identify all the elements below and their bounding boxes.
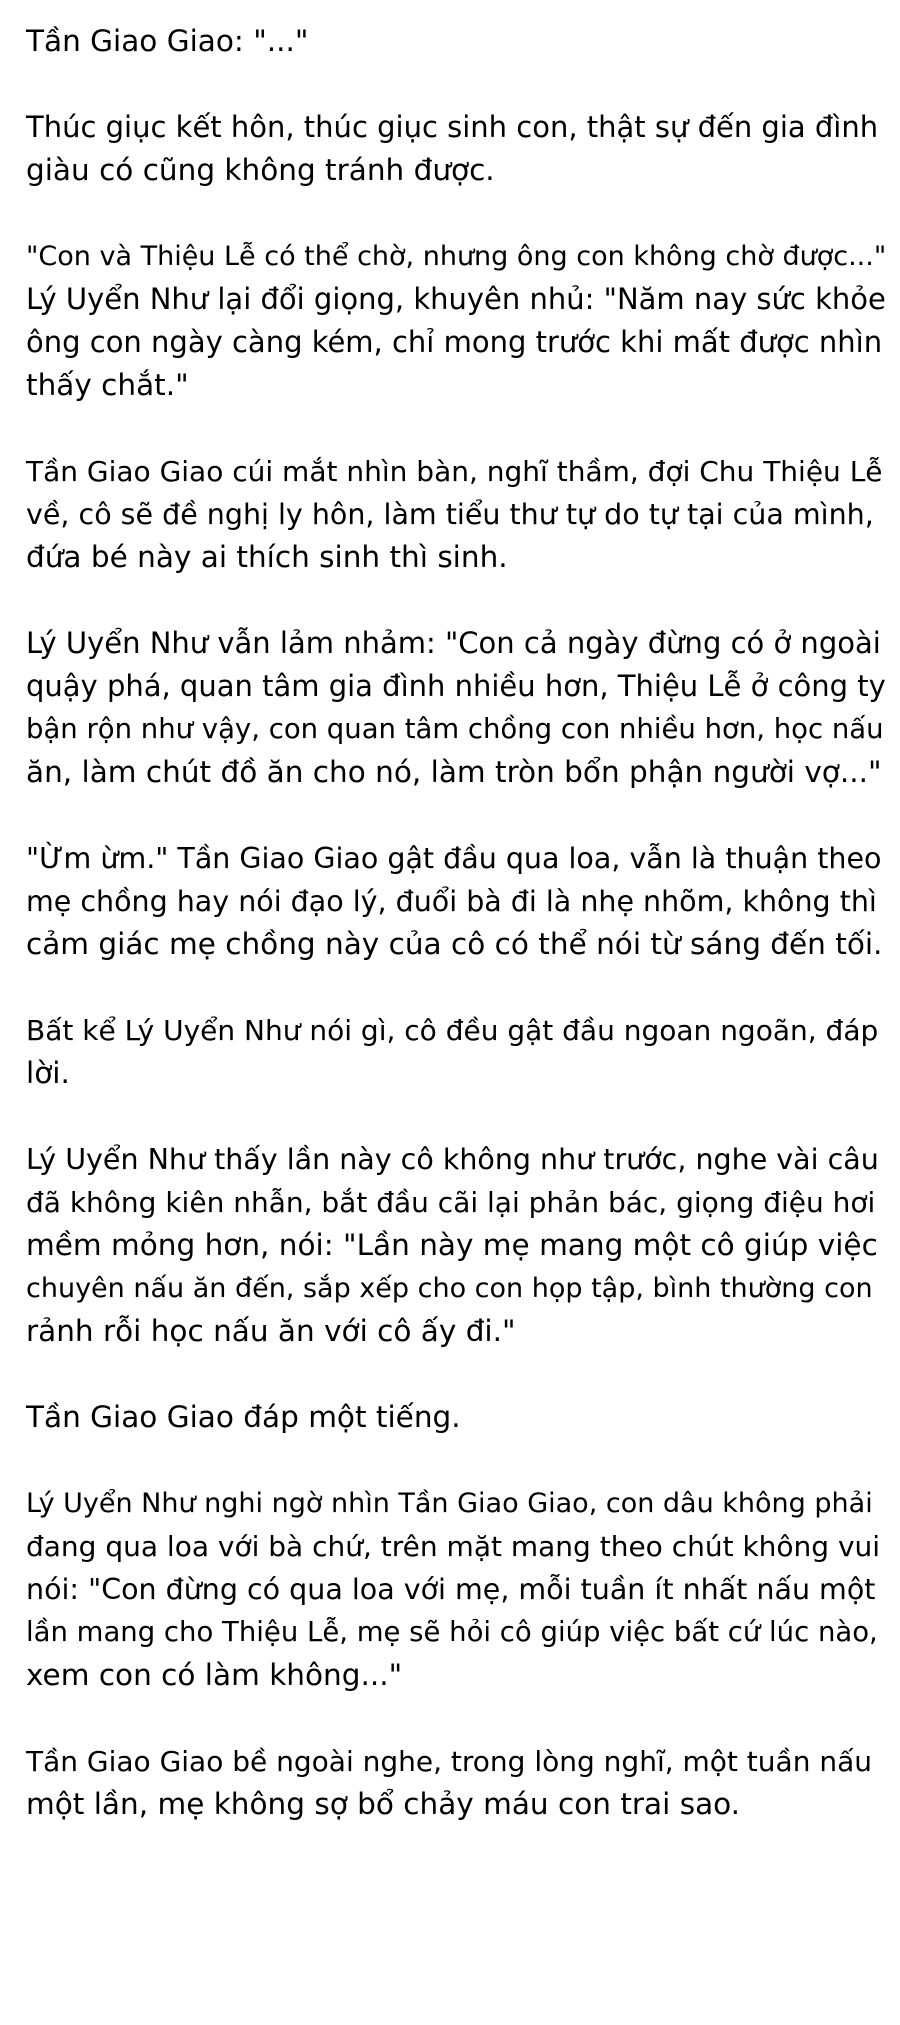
text-line: Thúc giục kết hôn, thúc giục sinh con, thật sự đến gia đình xyxy=(26,110,879,144)
text-line: về, cô sẽ đề nghị ly hôn, làm tiểu thư tự do tự tại của mình, xyxy=(26,498,874,531)
story-text xyxy=(26,20,886,1826)
paragraph-gap xyxy=(26,966,886,1009)
text-line: "Con và Thiệu Lễ có thể chờ, nhưng ông con không chờ được..." xyxy=(26,241,887,272)
paragraph-gap xyxy=(26,63,886,106)
text-line: ông con ngày càng kém, chỉ mong trước khi mất được nhìn xyxy=(26,325,883,359)
paragraph xyxy=(26,235,886,407)
text-line: đã không kiên nhẫn, bắt đầu cãi lại phản bác, giọng điệu hơi xyxy=(26,1186,876,1219)
text-line: quậy phá, quan tâm gia đình nhiều hơn, Thiệu Lễ ở công ty xyxy=(26,669,886,703)
text-line: "Ừm ừm." Tần Giao Giao gật đầu qua loa, vẫn là thuận theo xyxy=(26,842,882,875)
paragraph xyxy=(26,20,886,63)
paragraph-gap xyxy=(26,794,886,837)
text-line: nói: "Con đừng có qua loa với mẹ, mỗi tuần ít nhất nấu một xyxy=(26,1573,876,1606)
paragraph xyxy=(26,450,886,579)
paragraph-gap xyxy=(26,1439,886,1482)
text-line: Tần Giao Giao đáp một tiếng. xyxy=(26,1400,461,1434)
paragraph xyxy=(26,1138,886,1353)
text-line: đang qua loa với bà chứ, trên mặt mang theo chút không vui xyxy=(26,1530,881,1563)
text-line: giàu có cũng không tránh được. xyxy=(26,153,495,187)
paragraph-gap xyxy=(26,1353,886,1396)
text-line: đứa bé này ai thích sinh thì sinh. xyxy=(26,540,508,574)
text-line: Lý Uyển Như thấy lần này cô không như trước, nghe vài câu xyxy=(26,1143,879,1176)
text-line: bận rộn như vậy, con quan tâm chồng con nhiều hơn, học nấu xyxy=(26,713,884,745)
text-line: Lý Uyển Như vẫn lảm nhảm: "Con cả ngày đừng có ở ngoài xyxy=(26,626,881,660)
text-line: Lý Uyển Như lại đổi giọng, khuyên nhủ: "Năm nay sức khỏe xyxy=(26,282,886,316)
text-line: Lý Uyển Như nghi ngờ nhìn Tần Giao Giao, con dâu không phải xyxy=(26,1488,873,1519)
text-line: lần mang cho Thiệu Lễ, mẹ sẽ hỏi cô giúp việc bất cứ lúc nào, xyxy=(26,1616,878,1648)
text-line: xem con có làm không..." xyxy=(26,1658,403,1692)
paragraph-gap xyxy=(26,579,886,622)
text-line: Tần Giao Giao bề ngoài nghe, trong lòng nghĩ, một tuần nấu xyxy=(26,1745,872,1778)
text-line: thấy chắt." xyxy=(26,368,189,402)
text-line: cảm giác mẹ chồng này của cô có thể nói từ sáng đến tối. xyxy=(26,927,883,961)
text-line: Tần Giao Giao cúi mắt nhìn bàn, nghĩ thầm, đợi Chu Thiệu Lễ xyxy=(26,455,883,488)
text-line: Bất kể Lý Uyển Như nói gì, cô đều gật đầu ngoan ngoãn, đáp xyxy=(26,1014,879,1047)
paragraph-gap xyxy=(26,192,886,235)
text-line: ăn, làm chút đồ ăn cho nó, làm tròn bổn phận người vợ..." xyxy=(26,755,882,789)
paragraph-gap xyxy=(26,1697,886,1740)
paragraph xyxy=(26,1396,886,1439)
text-line: lời. xyxy=(26,1056,70,1090)
paragraph xyxy=(26,622,886,794)
paragraph xyxy=(26,1740,886,1826)
paragraph xyxy=(26,837,886,966)
text-line: một lần, mẹ không sợ bổ chảy máu con trai sao. xyxy=(26,1787,741,1821)
text-line: mẹ chồng hay nói đạo lý, đuổi bà đi là nhẹ nhõm, không thì xyxy=(26,885,877,918)
paragraph-gap xyxy=(26,1095,886,1138)
text-line: mềm mỏng hơn, nói: "Lần này mẹ mang một cô giúp việc xyxy=(26,1228,878,1262)
paragraph xyxy=(26,1009,886,1095)
paragraph xyxy=(26,106,886,192)
text-line: Tần Giao Giao: "..." xyxy=(26,24,309,58)
paragraph-gap xyxy=(26,407,886,450)
paragraph xyxy=(26,1482,886,1697)
text-line: rảnh rỗi học nấu ăn với cô ấy đi." xyxy=(26,1314,516,1348)
text-line: chuyên nấu ăn đến, sắp xếp cho con họp tập, bình thường con xyxy=(26,1273,873,1304)
